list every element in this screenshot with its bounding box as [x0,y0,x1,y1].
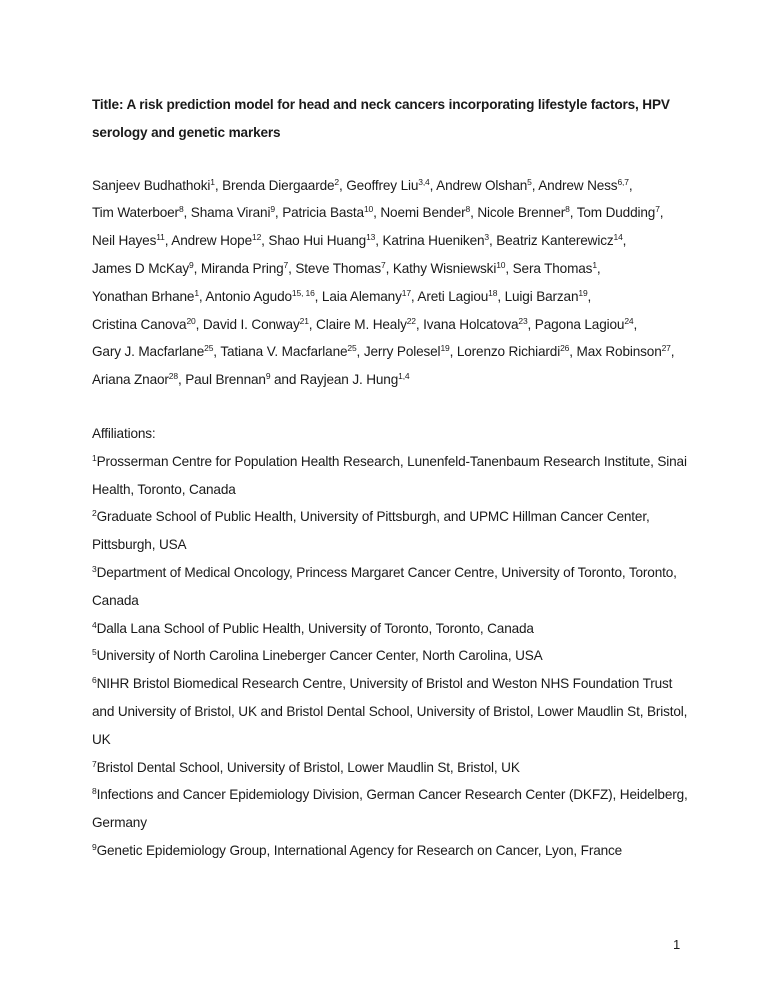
author-affiliation-ref: 19 [578,287,588,298]
author-name [220,344,356,359]
author-name-text: Patricia Basta [282,205,364,221]
affiliation-item [92,615,692,643]
author-affiliation-ref: 1,4 [398,371,410,382]
author-affiliation-ref: 21 [299,315,309,326]
author-affiliation-ref: 5 [527,176,532,187]
affiliation-item [92,448,692,504]
author-affiliation-ref: 13 [366,232,376,243]
author-affiliation-ref: 1 [592,259,597,270]
author-name [92,261,194,276]
author-name-text: Ariana Znaor [92,372,169,388]
author-affiliation-ref: 3 [484,232,489,243]
affiliation-text: Graduate School of Public Health, University of Pittsburgh, and UPMC Hillman Cancer Center, Pittsburgh, USA [92,509,650,553]
affiliation-text: Prosserman Centre for Population Health Research, Lunenfeld-Tanenbaum Research Institute, Sinai Health, Toronto, Canada [92,453,687,497]
author-name-text: Katrina Hueniken [382,233,485,249]
author-name-text: Luigi Barzan [504,288,579,304]
author-name [92,289,199,304]
affiliation-number: 9 [92,841,97,852]
author-affiliation-ref: 8 [178,204,184,215]
author-name [577,205,660,220]
author-name [457,344,569,359]
author-name-text: Beatriz Kanterewicz [496,233,614,249]
author-name-text: Gary J. Macfarlane [92,344,205,360]
author-name-text: Nicole Brenner [477,205,566,221]
author-name [185,372,270,387]
author-name [496,233,622,248]
affiliation-item [92,559,692,615]
affiliation-item [92,837,692,865]
author-name-text: Noemi Bender [380,205,466,221]
author-affiliation-ref: 15, 16 [291,287,315,298]
author-affiliation-ref: 22 [406,315,416,326]
author-name-text: Tom Dudding [576,205,656,221]
author-affiliation-ref: 8 [565,204,570,215]
affiliation-number: 8 [92,786,97,797]
author-name [92,344,213,359]
author-name [205,289,314,304]
author-name-text: Sera Thomas [512,260,593,276]
author-name [295,261,385,276]
author-name [380,205,470,220]
author-affiliation-ref: 18 [488,287,498,298]
paper-title: Title: A risk prediction model for head and neck cancers incorporating lifestyle factors, HPV serology and genetic markers [92,97,670,140]
author-name-text: Paul Brennan [185,372,266,388]
author-name-text: Andrew Olshan [436,177,528,193]
author-name [423,317,527,332]
author-affiliation-ref: 7 [283,259,289,270]
author-affiliation-ref: 6,7 [617,176,629,187]
author-name-text: Andrew Ness [538,177,618,193]
author-name-text: Pagona Lagiou [534,316,625,332]
affiliation-number: 6 [92,675,97,686]
author-name [535,317,634,332]
author-affiliation-ref: 12 [252,232,262,243]
affiliation-item [92,642,692,670]
author-name-text: Andrew Hope [171,233,252,249]
author-name [316,317,416,332]
author-affiliation-ref: 8 [465,204,471,215]
author-name [346,178,429,193]
author-name-text: Ivana Holcatova [423,316,519,332]
author-name [268,233,375,248]
author-name [383,233,489,248]
author-name-text: Shama Virani [190,205,271,221]
author-name-text: Steve Thomas [295,260,381,276]
author-name-text: Jerry Polesel [363,344,441,360]
author-name-text: Miranda Pring [200,260,284,276]
affiliation-item [92,754,692,782]
author-affiliation-ref: 2 [334,176,339,187]
author-name-text: Max Robinson [576,344,662,360]
affiliation-text: Bristol Dental School, University of Bristol, Lower Maudlin St, Bristol, UK [96,759,520,775]
affiliation-number: 3 [92,563,97,574]
author-name [282,205,373,220]
author-affiliation-ref: 10 [363,204,374,215]
author-name [92,205,184,220]
author-name [191,205,275,220]
author-name [92,233,165,248]
author-affiliation-ref: 23 [518,315,528,326]
author-name-text: Brenda Diergaarde [222,177,335,193]
affiliation-item [92,503,692,559]
author-name [505,289,588,304]
author-affiliation-ref: 27 [661,343,671,354]
author-affiliation-ref: 9 [265,371,271,382]
author-affiliation-ref: 10 [496,259,506,270]
affiliation-text: Department of Medical Oncology, Princess Margaret Cancer Centre, University of Toronto, Toronto, Canada [92,564,677,608]
author-affiliation-ref: 3,4 [418,176,430,187]
author-name [477,205,569,220]
author-name [171,233,261,248]
author-name [92,372,178,387]
author-name [322,289,411,304]
author-list: Sanjeev Budhathoki$^1$, Brenda Diergaarde$^2$, Geoffrey Liu$^{3,4}$, Andrew Olshan$^5$, Andrew Ness$^{6,7}$, Tim Waterboer$^8$, Shama Virani$^9$, Patricia Basta$^{10}$, Noemi Bender$^8$, Nicole Brenner$^8$, Tom Dudding$^7$, Neil Hayes$^{11}$, Andrew Hope$^{12}$, Shao Hui Huang$^{13}$, Katrina Hueniken$^3$, Beatriz Kanterewicz$^{14}$, James D McKay$^9$, Miranda Pring$^7$, Steve Thomas$^7$, Kathy Wisniewski$^{10}$, Sera Thomas$^1$, Yonathan Brhane$^1$, Antonio Agudo$^{15, 16}$, Laia Alemany$^{17}$, Areti Lagiou$^{18}$, Luigi Barzan$^{19}$, Cristina Canova$^{20}$, David I. Conway$^{21}$, Claire M. Healy$^{22}$, Ivana Holcatova$^{23}$, Pagona Lagiou$^{24}$, Gary J. Macfarlane$^{25}$, Tatiana V. Macfarlane$^{25}$, Jerry Polesel$^{19}$, Lorenzo Richiardi$^{26}$, Max Robinson$^{27}$, Ariana Znaor$^{28}$, Paul Brennan$^9$ and Rayjean J. Hung$^{1,4}$ [92,176,675,388]
page-number: 1 [673,937,681,952]
author-affiliation-ref: 24 [624,315,634,326]
affiliations-heading: Affiliations: [92,425,156,441]
author-affiliation-ref: 17 [401,287,411,298]
page-content [92,91,692,865]
author-name-text: Areti Lagiou [417,288,489,304]
affiliation-number: 7 [92,758,97,769]
author-name [393,261,506,276]
affiliation-item [92,670,692,753]
affiliation-number: 5 [92,647,97,658]
author-name-text: Claire M. Healy [316,316,407,332]
author-name-text: Laia Alemany [321,288,402,304]
author-affiliation-ref: 1 [194,287,199,298]
author-name [222,178,339,193]
author-name-text: Kathy Wisniewski [392,260,497,276]
author-name-text: Tim Waterboer [92,205,179,221]
author-name-text: Neil Hayes [92,233,157,249]
author-affiliation-ref: 25 [347,343,357,354]
author-name [92,178,215,193]
author-name [538,178,629,193]
affiliation-text: Infections and Cancer Epidemiology Division, German Cancer Research Center (DKFZ), Heidelberg, Germany [92,787,688,831]
author-name-text: David I. Conway [202,316,300,332]
author-affiliation-ref: 7 [381,259,386,270]
author-name-text: Shao Hui Huang [268,233,367,249]
author-affiliation-ref: 9 [189,259,194,270]
affiliation-number: 1 [92,452,97,463]
author-affiliation-ref: 1 [210,176,215,187]
author-name-text: James D McKay [92,260,190,276]
author-affiliation-ref: 20 [186,315,196,326]
author-affiliation-ref: 19 [440,343,450,354]
affiliation-number: 4 [92,619,97,630]
author-name [300,372,410,387]
author-name-text: Lorenzo Richiardi [456,344,561,360]
author-name [201,261,288,276]
affiliation-list [92,448,692,865]
author-name-text: Rayjean J. Hung [299,372,399,388]
author-name [436,178,532,193]
author-affiliation-ref: 26 [560,343,570,354]
affiliation-number: 2 [92,508,97,519]
author-name-text: Cristina Canova [92,316,187,332]
affiliation-text: Genetic Epidemiology Group, International Agency for Research on Cancer, Lyon, France [96,842,623,858]
author-affiliation-ref: 28 [168,371,178,382]
author-name-text: Geoffrey Liu [346,177,419,193]
affiliation-text: Dalla Lana School of Public Health, University of Toronto, Toronto, Canada [96,620,534,636]
author-name-text: Sanjeev Budhathoki [92,177,211,193]
author-affiliation-ref: 11 [156,232,165,243]
author-name [364,344,450,359]
author-affiliation-ref: 14 [613,232,623,243]
author-affiliation-ref: 9 [270,204,275,215]
author-affiliation-ref: 25 [204,343,214,354]
author-affiliation-ref: 7 [655,204,660,215]
author-name-text: Yonathan Brhane [92,288,195,304]
affiliation-text: NIHR Bristol Biomedical Research Centre, University of Bristol and Weston NHS Foundation Trust and University of Bristol, UK and Bristol Dental School, University of Bristol, Lower Maudlin St, Bristol, UK [92,676,688,747]
author-name-text: Tatiana V. Macfarlane [220,344,348,360]
author-name [203,317,309,332]
author-name [92,317,196,332]
author-name [417,289,497,304]
author-name [513,261,597,276]
affiliation-item [92,781,692,837]
author-name [577,344,671,359]
author-name-text: Antonio Agudo [205,288,292,304]
affiliation-text: University of North Carolina Lineberger Cancer Center, North Carolina, USA [96,648,543,664]
